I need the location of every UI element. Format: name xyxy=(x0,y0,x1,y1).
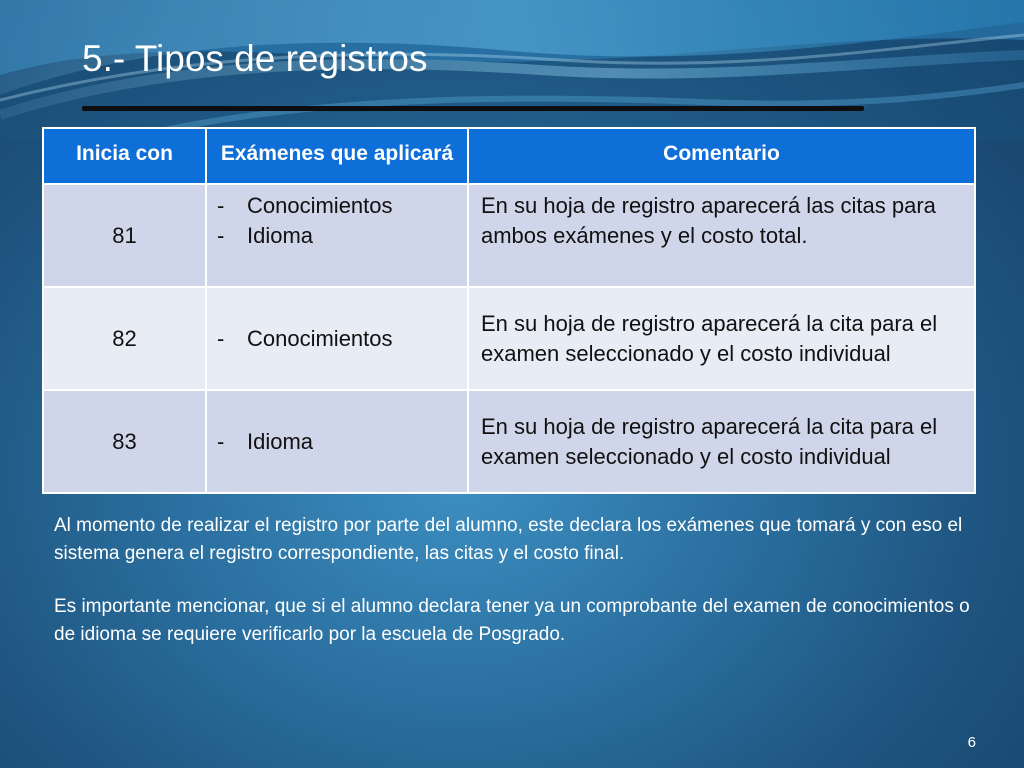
bullet-dash: - xyxy=(217,325,225,351)
row-comment: En su hoja de registro aparecerá la cita para el examen seleccionado y el costo individual xyxy=(468,287,975,390)
note-paragraph: Al momento de realizar el registro por parte del alumno, este declara los exámenes que tomará y con eso el sistema genera el registro correspondiente, las citas y el costo final. xyxy=(54,515,963,564)
table-row xyxy=(43,390,975,493)
exam-label: Conocimientos xyxy=(247,325,393,351)
bullet-dash: - xyxy=(217,428,225,454)
note-paragraph: Es importante mencionar, que si el alumno declara tener ya un comprobante del examen de conocimientos o de idioma se requiere verificarlo por la escuela de Posgrado. xyxy=(54,596,970,645)
row-code: 81 xyxy=(43,184,206,287)
slide-title: 5.- Tipos de registros xyxy=(82,38,428,79)
table-row xyxy=(43,184,975,287)
exam-label: Idioma xyxy=(247,223,314,248)
exam-item xyxy=(217,324,461,354)
registration-types-table xyxy=(42,127,976,494)
page-number: 6 xyxy=(967,734,976,751)
header-starts-with: Inicia con xyxy=(43,128,206,184)
exam-item xyxy=(217,427,461,457)
row-code: 83 xyxy=(43,390,206,493)
bullet-dash: - xyxy=(217,223,225,248)
exam-label: Conocimientos xyxy=(247,193,393,218)
bullet-dash: - xyxy=(217,193,225,218)
notes-block xyxy=(54,512,974,649)
table-header-row xyxy=(43,128,975,184)
row-comment: En su hoja de registro aparecerá la cita para el examen seleccionado y el costo individual xyxy=(468,390,975,493)
title-underline xyxy=(82,106,864,111)
exam-label: Idioma xyxy=(247,428,314,454)
row-exams xyxy=(206,287,468,390)
row-exams xyxy=(206,184,468,287)
exam-item xyxy=(217,221,461,251)
exam-item xyxy=(217,191,461,221)
header-comment: Comentario xyxy=(468,128,975,184)
row-comment: En su hoja de registro aparecerá las citas para ambos exámenes y el costo total. xyxy=(468,184,975,287)
row-exams xyxy=(206,390,468,493)
header-exams: Exámenes que aplicará xyxy=(206,128,468,184)
table-row xyxy=(43,287,975,390)
row-code: 82 xyxy=(43,287,206,390)
